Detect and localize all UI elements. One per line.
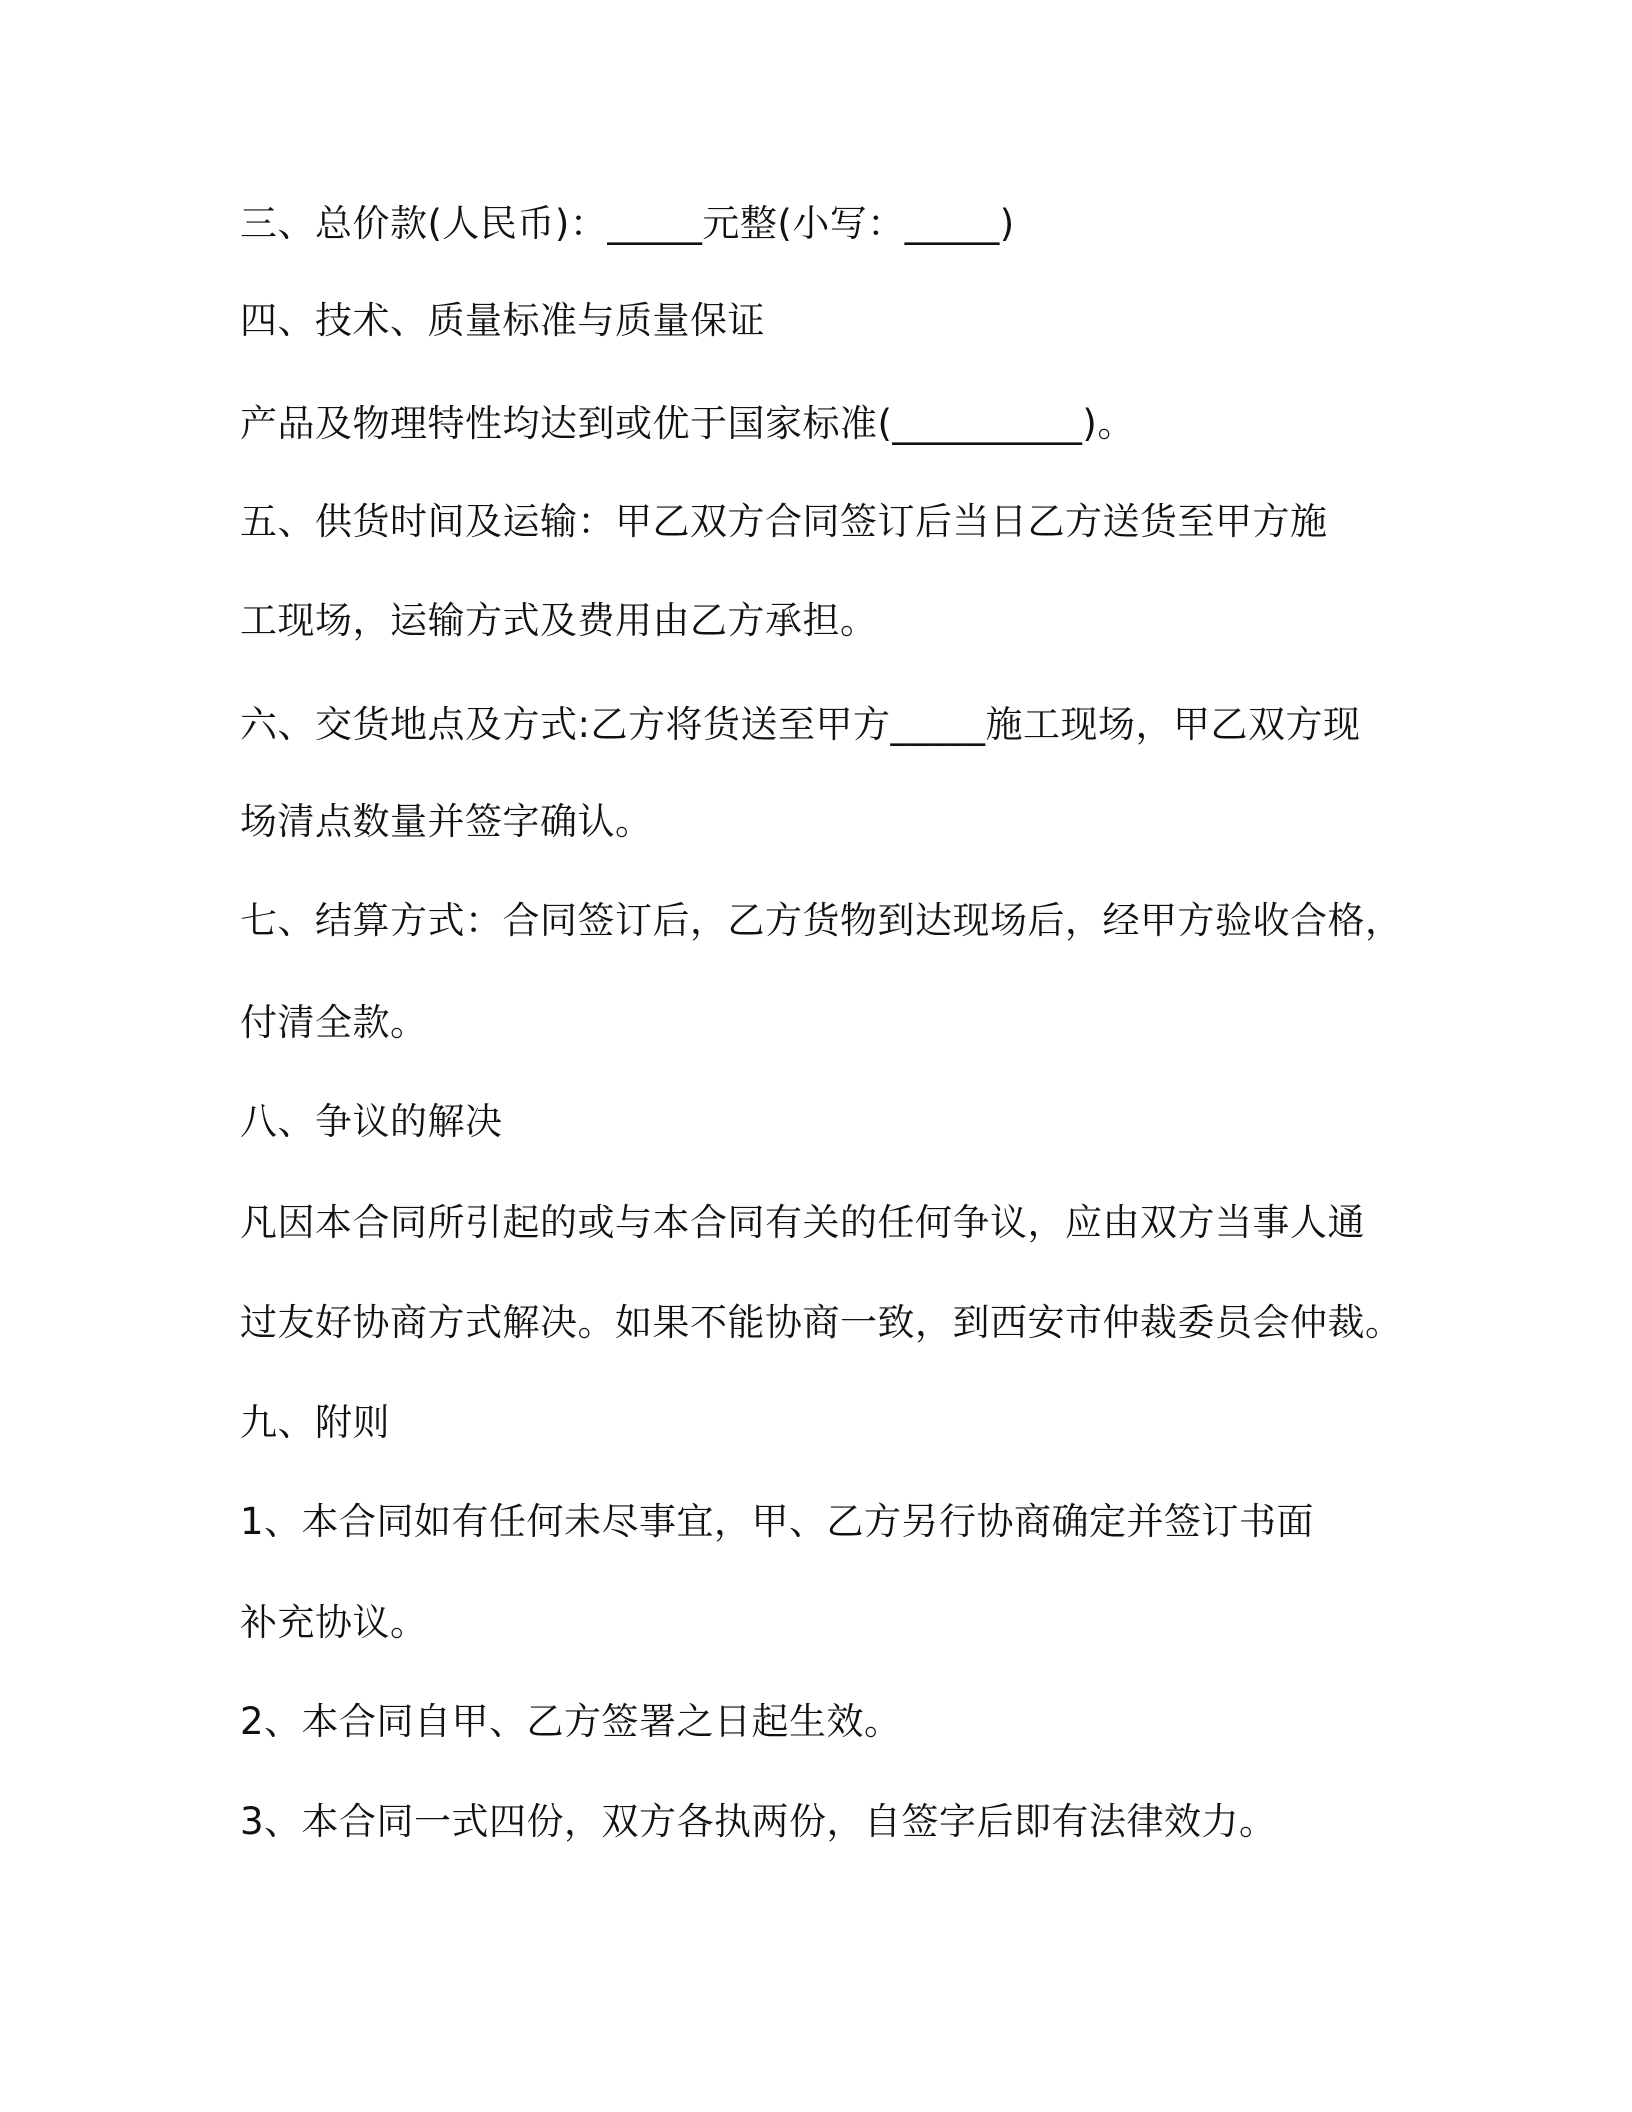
clause-9-item-1-line-1: 1、本合同如有任何未尽事宜，甲、乙方另行协商确定并签订书面 (240, 1500, 1315, 1543)
clause-8-line-1: 凡因本合同所引起的或与本合同有关的任何争议，应由双方当事人通 (240, 1201, 1365, 1244)
clause-8-heading: 八、争议的解决 (240, 1100, 503, 1143)
clause-5-line-2: 工现场，运输方式及费用由乙方承担。 (240, 599, 878, 642)
clause-4-body: 产品及物理特性均达到或优于国家标准(__________)。 (240, 402, 1135, 445)
clause-3-total-price: 三、总价款(人民币)：_____元整(小写：_____) (240, 202, 1015, 245)
clause-8-line-2: 过友好协商方式解决。如果不能协商一致，到西安市仲裁委员会仲裁。 (240, 1301, 1403, 1344)
clause-4-heading: 四、技术、质量标准与质量保证 (240, 299, 765, 342)
clause-9-item-2: 2、本合同自甲、乙方签署之日起生效。 (240, 1700, 902, 1743)
clause-7-line-1: 七、结算方式：合同签订后，乙方货物到达现场后，经甲方验收合格， (240, 899, 1403, 942)
clause-9-item-1-line-2: 补充协议。 (240, 1601, 428, 1644)
clause-6-line-2: 场清点数量并签字确认。 (240, 800, 653, 843)
clause-9-heading: 九、附则 (240, 1401, 390, 1444)
clause-9-item-3: 3、本合同一式四份，双方各执两份，自签字后即有法律效力。 (240, 1800, 1277, 1843)
clause-5-line-1: 五、供货时间及运输：甲乙双方合同签订后当日乙方送货至甲方施 (240, 500, 1328, 543)
clause-6-line-1: 六、交货地点及方式:乙方将货送至甲方_____施工现场，甲乙双方现 (240, 703, 1361, 746)
clause-7-line-2: 付清全款。 (240, 1001, 428, 1044)
